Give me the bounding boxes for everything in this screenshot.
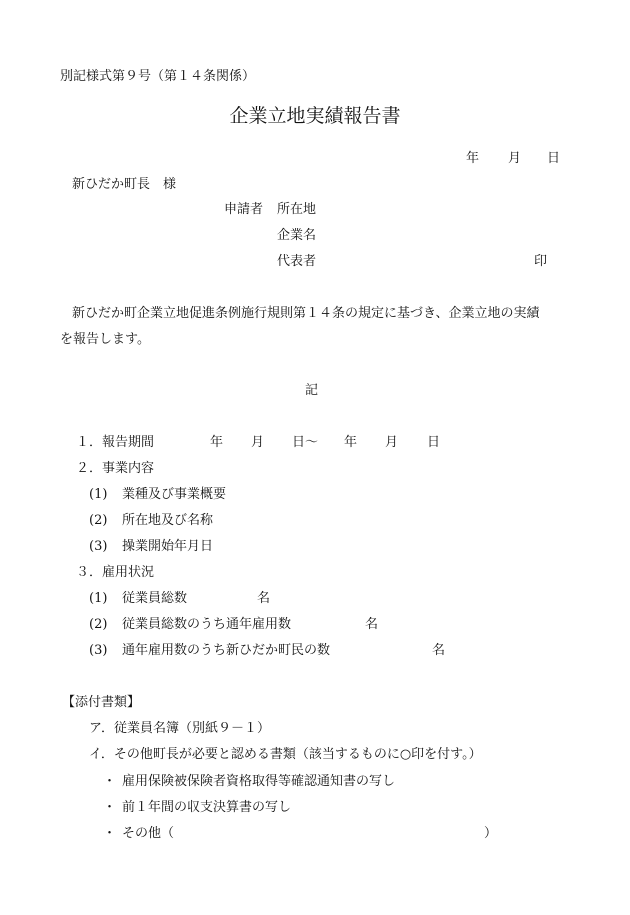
attachment-other-close-paren: ） xyxy=(484,826,498,841)
period-month-start: 月 xyxy=(251,435,265,450)
company-name-label: 企業名 xyxy=(277,228,317,243)
business-type-label: 業種及び事業概要 xyxy=(122,487,227,502)
addressee: 新ひだか町長 様 xyxy=(72,177,177,192)
report-period-label: １．報告期間 xyxy=(76,435,155,450)
list-item-number: (2) xyxy=(89,513,108,528)
date-day-label: 日 xyxy=(547,151,561,166)
period-day-end: 日 xyxy=(427,435,441,450)
location-name-label: 所在地及び名称 xyxy=(122,513,214,528)
period-year-start: 年 xyxy=(210,435,224,450)
total-employees-label: 従業員総数 xyxy=(122,591,188,606)
document-title: 企業立地実績報告書 xyxy=(229,105,401,127)
period-day-start: 日～ xyxy=(292,435,319,450)
unit-label: 名 xyxy=(257,591,271,606)
list-item-number: (3) xyxy=(89,643,108,658)
year-round-employees-label: 従業員総数のうち通年雇用数 xyxy=(122,617,292,632)
list-item-number: (2) xyxy=(89,617,108,632)
address-label: 所在地 xyxy=(277,202,317,217)
period-year-end: 年 xyxy=(344,435,358,450)
period-month-end: 月 xyxy=(385,435,399,450)
date-month-label: 月 xyxy=(508,151,522,166)
local-residents-label: 通年雇用数のうち新ひだか町民の数 xyxy=(122,643,331,658)
attachments-heading: 【添付書類】 xyxy=(62,695,141,710)
attachment-a: ア．従業員名簿（別紙９－１） xyxy=(89,721,270,736)
ki-heading: 記 xyxy=(305,383,319,398)
form-number: 別記様式第９号（第１４条関係） xyxy=(60,69,256,84)
applicant-label: 申請者 xyxy=(224,202,264,217)
body-text-line2: を報告します。 xyxy=(60,332,150,347)
bullet-mark: ・ xyxy=(103,826,117,841)
unit-label: 名 xyxy=(365,617,379,632)
body-text-line1: 新ひだか町企業立地促進条例施行規則第１４条の規定に基づき、企業立地の実績 xyxy=(72,306,540,321)
bullet-mark: ・ xyxy=(103,800,117,815)
list-item-number: (1) xyxy=(89,487,108,502)
bullet-mark: ・ xyxy=(103,774,117,789)
unit-label: 名 xyxy=(432,643,446,658)
representative-label: 代表者 xyxy=(277,254,317,269)
business-content-label: ２．事業内容 xyxy=(76,461,155,476)
attachment-other: その他（ xyxy=(122,826,175,841)
attachment-i: イ．その他町長が必要と認める書類（該当するものに○印を付す。） xyxy=(89,747,482,762)
operation-start-date-label: 操業開始年月日 xyxy=(122,539,214,554)
attachment-financial-statement: 前１年間の収支決算書の写し xyxy=(122,800,292,815)
employment-status-label: ３．雇用状況 xyxy=(76,565,155,580)
seal-mark: 印 xyxy=(534,254,548,269)
attachment-insurance-copy: 雇用保険被保険者資格取得等確認通知書の写し xyxy=(122,774,396,789)
date-year-label: 年 xyxy=(466,151,480,166)
list-item-number: (3) xyxy=(89,539,108,554)
list-item-number: (1) xyxy=(89,591,108,606)
